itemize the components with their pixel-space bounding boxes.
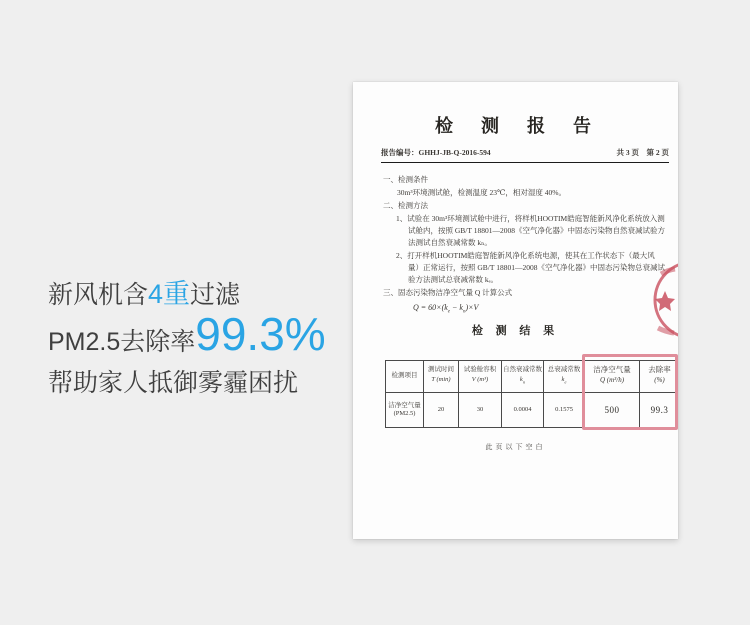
section3-heading: 三、固态污染物洁净空气量 Q 计算公式	[383, 288, 513, 297]
test-report-document	[353, 82, 678, 539]
cell-cadr: 500	[585, 393, 640, 428]
promo-line2-pre: PM2.5去除率	[48, 328, 196, 356]
header-test-time: 测试时间 T (min)	[424, 361, 459, 393]
header-natural-decay: 自然衰减常数 $k_n$	[502, 361, 544, 393]
report-number: 报告编号：GHHJ-JB-Q-2016-594	[381, 148, 491, 157]
header-test-item: 检测项目	[386, 361, 424, 393]
blank-note: 此页以下空白	[485, 443, 546, 451]
promo-line2-highlight: 99.3%	[195, 308, 326, 360]
section1-heading: 一、检测条件	[383, 175, 428, 184]
report-title: 检 测 报 告	[435, 116, 596, 136]
red-seal-stamp-icon	[631, 254, 678, 354]
method-item-2: 2、打开样机HOOTIM皓庭智能新风净化系统电源，使其在工作状态下（最大风量）正常运行，按照 GB/T 18801—2008《空气净化器》中固态污染物总衰减试验方法测试总衰减常数 kₑ。	[396, 251, 665, 284]
results-table-header-row	[386, 361, 679, 393]
method-item-1: 1、试验在 30m³环境测试舱中进行，将样机HOOTIM皓庭智能新风净化系统放入测试舱内，按照 GB/T 18801—2008《空气净化器》中固态污染物自然衰减试验方法测试自然衰减常数 kₙ。	[396, 214, 665, 247]
header-chamber-volume: 试验舱容积 V (m³)	[459, 361, 502, 393]
page-indicator: 共 3 页 第 2 页	[616, 148, 669, 157]
results-heading: 检 测 结 果	[471, 325, 560, 337]
section2-heading: 二、检测方法	[383, 201, 428, 210]
promo-line-2	[48, 308, 326, 363]
results-table	[385, 360, 678, 428]
promo-line1-pre: 新风机含	[48, 281, 149, 309]
header-removal-rate: 去除率 (%)	[640, 361, 679, 393]
section1-body: 30m³环境测试舱，检测温度 23℃，相对湿度 40%。	[397, 188, 566, 197]
promo-line-1	[48, 278, 326, 311]
cell-total-decay: 0.1575	[544, 393, 585, 428]
promo-line1-highlight: 4重	[148, 279, 191, 309]
cell-removal-rate: 99.3	[640, 393, 679, 428]
promo-text-block	[48, 278, 326, 398]
cell-chamber-volume: 30	[459, 393, 502, 428]
report-body	[383, 174, 665, 320]
promo-line-3: 帮助家人抵御雾霾困扰	[48, 369, 299, 397]
header-cadr: 洁净空气量 Q (m³/h)	[585, 361, 640, 393]
cell-test-time: 20	[424, 393, 459, 428]
results-table-data-row	[386, 393, 679, 428]
report-meta-row	[381, 148, 669, 163]
header-total-decay: 总衰减常数 $k_e$	[544, 361, 585, 393]
cadr-formula: $Q = 60\times(k_e - k_n)\times V$	[413, 303, 479, 315]
cell-test-item: 洁净空气量 (PM2.5)	[386, 393, 424, 428]
cell-natural-decay: 0.0004	[502, 393, 544, 428]
promo-line1-post: 过滤	[190, 281, 241, 309]
